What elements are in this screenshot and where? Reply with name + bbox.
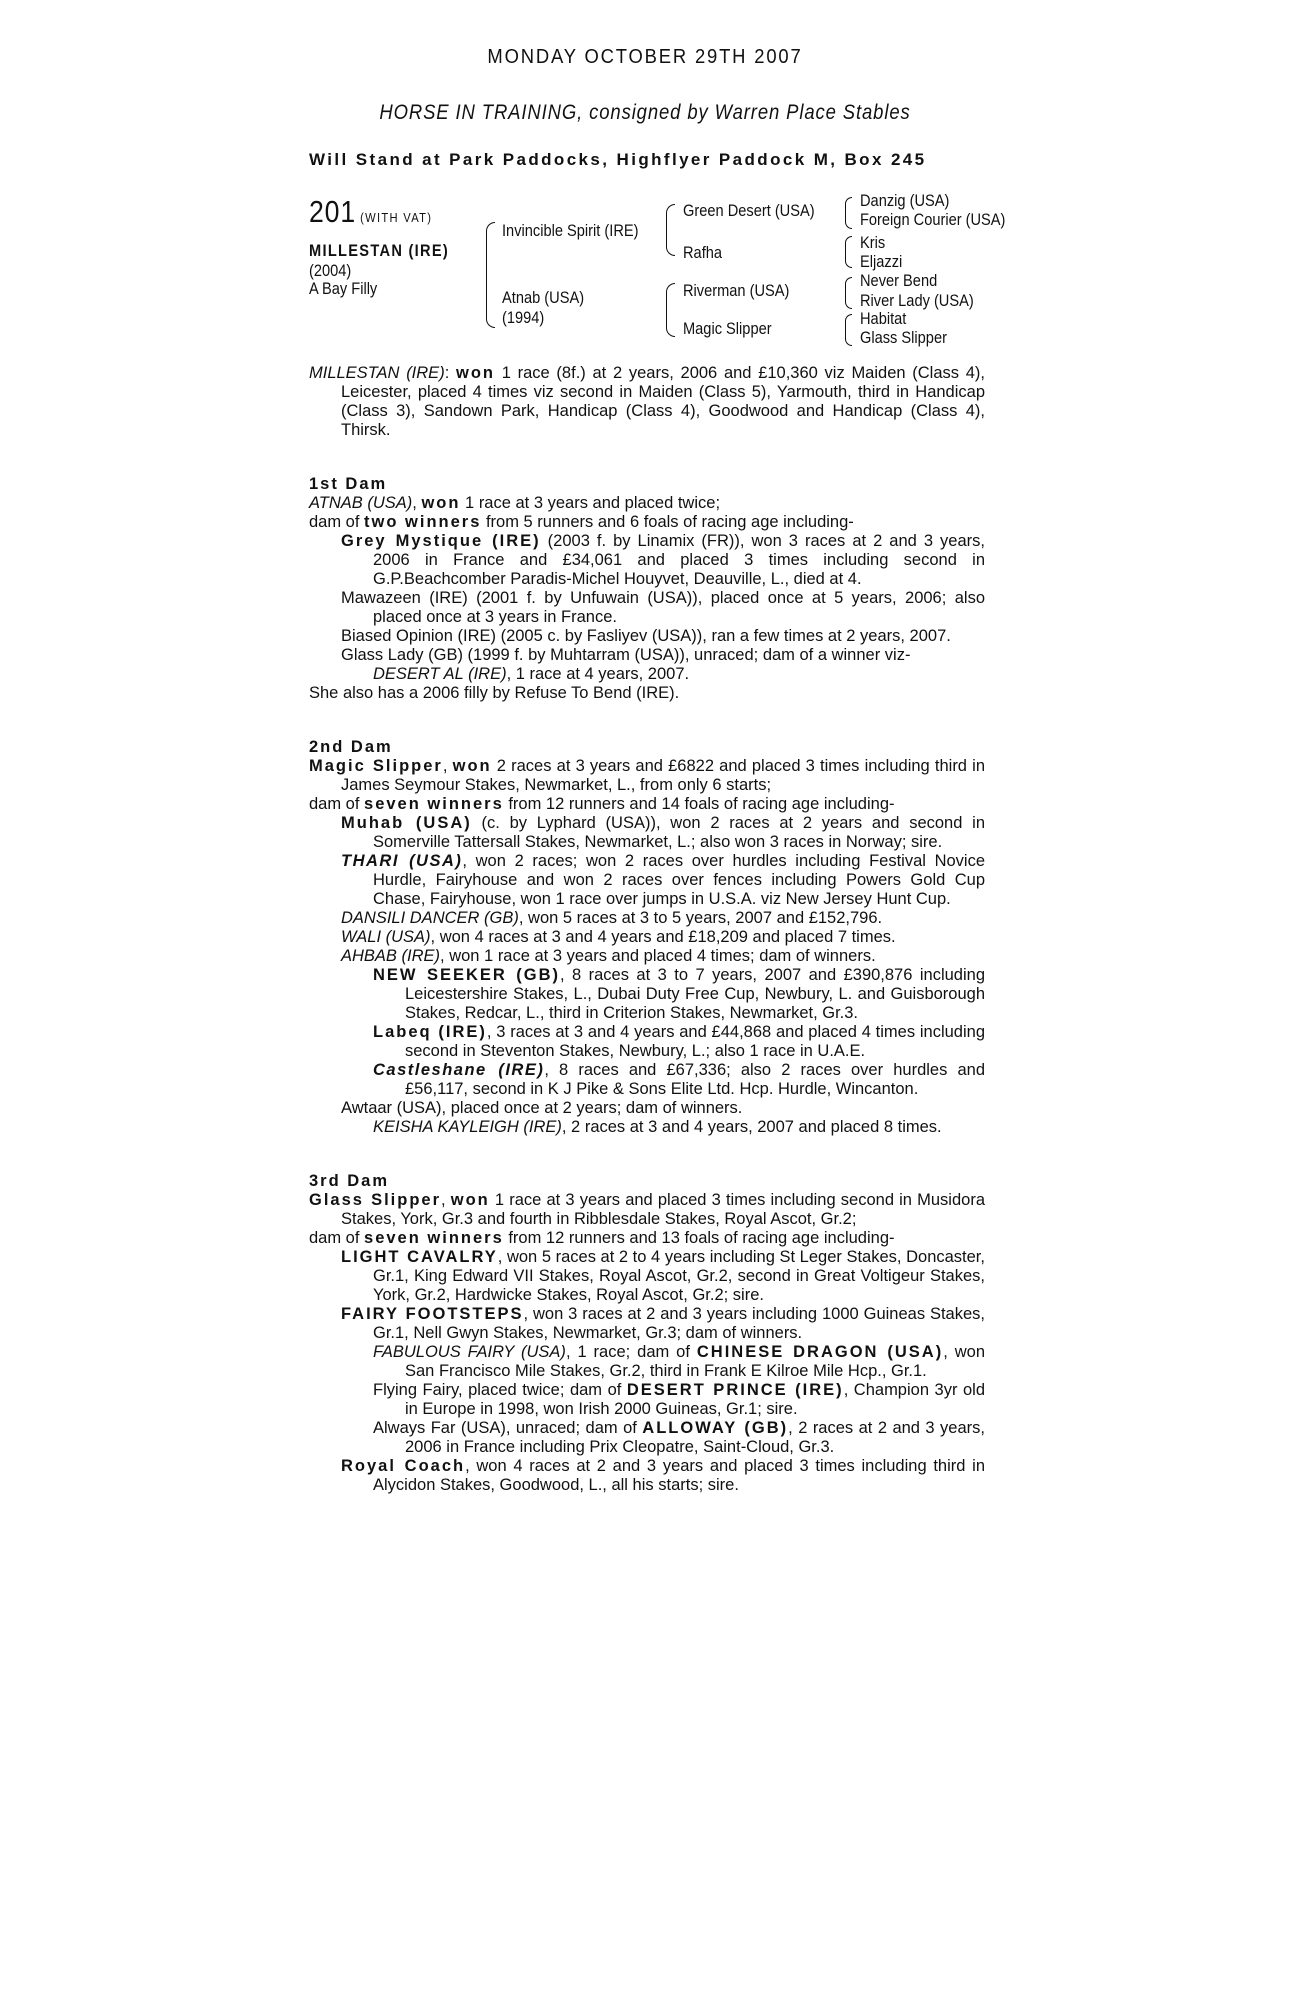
produce-entry: DANSILI DANCER (GB), won 5 races at 3 to 5 years, 2007 and £152,796. (341, 909, 883, 927)
produce-entry: Castleshane (IRE), 8 races and £67,336; also 2 races over hurdles and £56,117, second in K J Pike & Sons Elite Ltd. Hcp. Hurdle, Wincanton. (373, 1061, 986, 1098)
sire-dam-brace (486, 222, 495, 328)
dam-year: (1994) (502, 308, 545, 327)
second-dam-produce-summary: dam of seven winners from 12 runners and 14 foals of racing age including- (309, 795, 895, 813)
produce-entry: NEW SEEKER (GB), 8 races at 3 to 7 years, 2007 and £390,876 including Leicestershire Stakes, L., Dubai Duty Free Cup, Newbury, L. and Guisborough Stakes, Redcar, L., third in Criterion Stakes, Newmarket, Gr.3. (373, 966, 985, 1022)
first-dam-produce-summary: dam of two winners from 5 runners and 6 foals of racing age including- (309, 513, 854, 531)
second-dam-record: Magic Slipper, won 2 races at 3 years and £6822 and placed 3 times including third in James Seymour Stakes, Newmarket, L., from only 6 starts; (309, 757, 985, 794)
produce-entry: Awtaar (USA), placed once at 2 years; dam of winners. (341, 1099, 743, 1117)
produce-entry: Biased Opinion (IRE) (2005 c. by Fasliyev (USA)), ran a few times at 2 years, 2007. (341, 627, 951, 645)
brace-rafha (845, 236, 852, 268)
third-dam-record: Glass Slipper, won 1 race at 3 years and placed 3 times including second in Musidora Stakes, York, Gr.3 and fourth in Ribblesdale Stakes, Royal Ascot, Gr.2; (309, 1191, 985, 1228)
first-dam-heading: 1st Dam (309, 475, 388, 493)
produce-entry: KEISHA KAYLEIGH (IRE), 2 races at 3 and 4 years, 2007 and placed 8 times. (373, 1118, 942, 1136)
produce-entry: Labeq (IRE), 3 races at 3 and 4 years and £44,868 and placed 4 times including second in Steventon Stakes, Newbury, L.; also 1 race in U.A.E. (373, 1023, 985, 1060)
dam: Atnab (USA) (502, 288, 585, 307)
produce-note: She also has a 2006 filly by Refuse To Bend (IRE). (309, 684, 680, 702)
sire: Invincible Spirit (IRE) (502, 221, 639, 240)
sire-dam-sire: Kris (860, 233, 886, 252)
brace-riverman (845, 277, 852, 309)
produce-entry: DESERT AL (IRE), 1 race at 4 years, 2007. (373, 665, 690, 683)
lot-heading (309, 194, 432, 230)
third-dam-produce-summary: dam of seven winners from 12 runners and 13 foals of racing age including- (309, 1229, 895, 1247)
horse-year: (2004) (309, 261, 352, 280)
produce-entry: LIGHT CAVALRY, won 5 races at 2 to 4 years including St Leger Stakes, Doncaster, Gr.1, King Edward VII Stakes, Royal Ascot, Gr.2, second in Great Voltigeur Stakes, York, Gr.2, Hardwicke Stakes, Royal Ascot, Gr.2; sire. (341, 1248, 985, 1304)
produce-entry: Royal Coach, won 4 races at 2 and 3 years and placed 3 times including third in Alycidon Stakes, Goodwood, L., all his starts; sire. (341, 1457, 985, 1494)
third-dam-heading: 3rd Dam (309, 1172, 390, 1190)
produce-entry: Flying Fairy, placed twice; dam of DESERT PRINCE (IRE), Champion 3yr old in Europe in 1998, won Irish 2000 Guineas, Gr.1; sire. (373, 1381, 985, 1418)
produce-entry: AHBAB (IRE), won 1 race at 3 years and placed 4 times; dam of winners. (341, 947, 876, 965)
race-record: MILLESTAN (IRE): won 1 race (8f.) at 2 years, 2006 and £10,360 viz Maiden (Class 4), Leicester, placed 4 times viz second in Maiden (Class 5), Yarmouth, third in Handicap (Class 3), Sandown Park, Handicap (Class 4), Goodwood and Handicap (Class 4), Thirsk. (309, 364, 986, 439)
second-dam-heading: 2nd Dam (309, 738, 393, 756)
race-record-name: MILLESTAN (IRE) (309, 364, 445, 382)
pedigree-table (0, 0, 1290, 360)
produce-entry: FABULOUS FAIRY (USA), 1 race; dam of CHINESE DRAGON (USA), won San Francisco Mile Stakes, Gr.2, third in Frank E Kilroe Mile Hcp., Gr.1. (373, 1343, 985, 1380)
produce-entry: THARI (USA), won 2 races; won 2 races over hurdles including Festival Novice Hurdle, Fairyhouse and won 2 races over fences including Powers Gold Cup Chase, Fairyhouse, won 1 race over jumps in U.S.A. viz New Jersey Hunt Cup. (341, 852, 986, 908)
sire-dam: Rafha (683, 243, 723, 262)
produce-entry: Mawazeen (IRE) (2001 f. by Unfuwain (USA)), placed once at 5 years, 2006; also placed once at 3 years in France. (341, 589, 985, 626)
produce-entry: Grey Mystique (IRE) (2003 f. by Linamix (FR)), won 3 races at 2 and 3 years, 2006 in France and £34,061 and placed 3 times including second in G.P.Beachcomber Paradis-Michel Houyvet, Deauville, L., died at 4. (341, 532, 985, 588)
consignment-line: HORSE IN TRAINING, consigned by Warren Place Stables (379, 101, 911, 124)
brace-green-desert (845, 197, 852, 229)
stand-location: Will Stand at Park Paddocks, Highflyer Paddock M, Box 245 (309, 150, 927, 169)
produce-entry: Muhab (USA) (c. by Lyphard (USA)), won 2 races at 2 years and second in Somerville Tattersall Stakes, Newmarket, L.; also won 3 races in Norway; sire. (341, 814, 985, 851)
lot-number: 201 (309, 194, 357, 229)
sale-date: MONDAY OCTOBER 29TH 2007 (487, 46, 803, 68)
horse-description: A Bay Filly (309, 279, 378, 298)
dam-dam-dam: Glass Slipper (860, 328, 947, 347)
dam-sire-dam: River Lady (USA) (860, 291, 974, 310)
vat-note: (WITH VAT) (360, 210, 433, 225)
first-dam-record: ATNAB (USA), won 1 race at 3 years and placed twice; (309, 494, 721, 512)
produce-entry: Always Far (USA), unraced; dam of ALLOWAY (GB), 2 races at 2 and 3 years, 2006 in France including Prix Cleopatre, Saint-Cloud, Gr.3. (373, 1419, 985, 1456)
dam-dam: Magic Slipper (683, 319, 772, 338)
sire-line-brace (666, 204, 675, 256)
dam-dam-sire: Habitat (860, 309, 907, 328)
dam-line-brace (666, 283, 675, 337)
produce-entry: FAIRY FOOTSTEPS, won 3 races at 2 and 3 years including 1000 Guineas Stakes, Gr.1, Nell Gwyn Stakes, Newmarket, Gr.3; dam of winners. (341, 1305, 985, 1342)
sire-sire-sire: Danzig (USA) (860, 191, 950, 210)
dam-sire-sire: Never Bend (860, 271, 938, 290)
sire-sire-dam: Foreign Courier (USA) (860, 210, 1006, 229)
sire-sire: Green Desert (USA) (683, 201, 815, 220)
dam-sire: Riverman (USA) (683, 281, 790, 300)
horse-name: MILLESTAN (IRE) (309, 241, 450, 260)
catalogue-body (309, 364, 985, 1495)
sire-dam-dam: Eljazzi (860, 252, 903, 271)
produce-entry: WALI (USA), won 4 races at 3 and 4 years and £18,209 and placed 7 times. (341, 928, 896, 946)
produce-entry: Glass Lady (GB) (1999 f. by Muhtarram (USA)), unraced; dam of a winner viz- (341, 646, 911, 664)
brace-magic-slipper (845, 314, 852, 346)
